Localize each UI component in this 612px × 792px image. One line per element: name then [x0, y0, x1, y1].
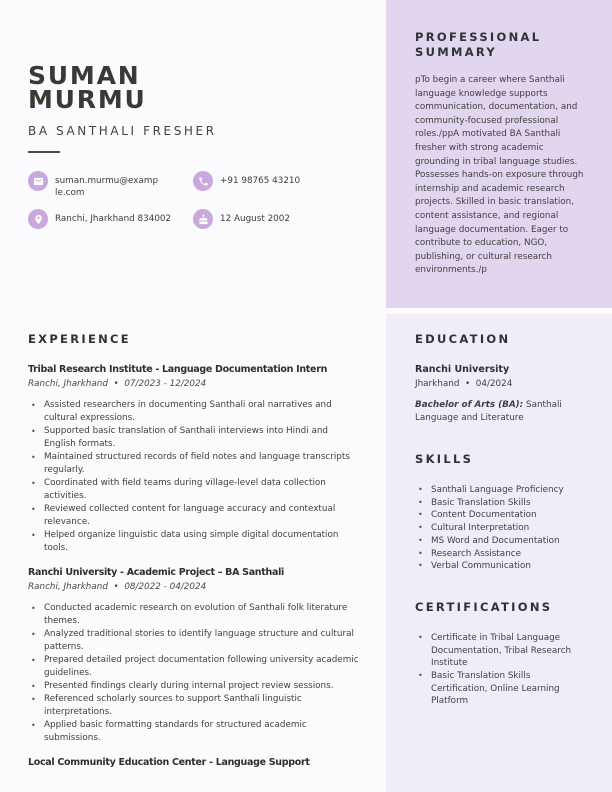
- education-school: Ranchi University: [415, 364, 510, 375]
- envelope-icon: [28, 171, 48, 191]
- header: [28, 61, 373, 229]
- job-bullet: • Assisted researchers in documenting Santhali oral narratives and cultural expressions.: [28, 399, 362, 425]
- contact-info: [28, 171, 373, 229]
- job-dates: 07/2023 - 12/2024: [124, 379, 207, 389]
- contact-birthdate: [193, 209, 373, 229]
- job-title: Tribal Research Institute - Language Documentation Intern: [28, 364, 328, 375]
- job-bullets: [28, 602, 362, 745]
- skills-section: [415, 452, 587, 573]
- skill-item: • Content Documentation: [415, 509, 587, 522]
- cake-icon: [193, 209, 213, 229]
- contact-email: [28, 171, 193, 199]
- job-dates: 08/2022 - 04/2024: [124, 582, 207, 592]
- certifications-list: [415, 632, 587, 708]
- job-location: Ranchi, Jharkhand: [28, 582, 108, 592]
- job-bullets: [28, 399, 362, 555]
- job-entry: [28, 567, 362, 745]
- education-location: Jharkhand: [415, 379, 460, 389]
- education-degree-label: Bachelor of Arts (BA):: [415, 400, 524, 410]
- education-heading: EDUCATION: [415, 332, 511, 346]
- phone-icon: [193, 171, 213, 191]
- skill-item: • Cultural Interpretation: [415, 522, 587, 535]
- certification-item: • Certificate in Tribal Language Documentation, Tribal Research Institute: [415, 632, 587, 670]
- job-bullet: • Applied basic formatting standards for structured academic submissions.: [28, 719, 362, 745]
- job-bullet: • Helped organize linguistic data using simple digital documentation tools.: [28, 529, 362, 555]
- job-location: Ranchi, Jharkhand: [28, 379, 108, 389]
- job-bullet: • Prepared detailed project documentation following university academic guidelines.: [28, 654, 362, 680]
- candidate-name: [28, 61, 373, 114]
- professional-summary-section: [415, 30, 585, 278]
- skill-item: • Santhali Language Proficiency: [415, 484, 587, 497]
- job-bullet: • Referenced scholarly sources to support Santhali linguistic interpretations.: [28, 693, 362, 719]
- job-meta-separator: •: [107, 379, 125, 389]
- education-meta: [415, 379, 587, 390]
- job-bullet: • Maintained structured records of field notes and language transcripts regularly.: [28, 451, 362, 477]
- candidate-title: BA SANTHALI FRESHER: [28, 124, 217, 138]
- job-title: Local Community Education Center - Language Support: [28, 757, 310, 768]
- job-meta: [28, 582, 362, 593]
- job-bullet: • Conducted academic research on evolution of Santhali folk literature themes.: [28, 602, 362, 628]
- job-bullet: • Coordinated with field teams during village-level data collection activities.: [28, 477, 362, 503]
- certification-item: • Basic Translation Skills Certification, Online Learning Platform: [415, 670, 587, 708]
- job-meta-separator: •: [107, 582, 125, 592]
- candidate-last-name: MURMU: [28, 85, 147, 114]
- skill-item: • Verbal Communication: [415, 560, 587, 573]
- birthdate-value: 12 August 2002: [220, 214, 290, 224]
- job-bullet: • Analyzed traditional stories to identify language structure and cultural patterns.: [28, 628, 362, 654]
- education-degree-value: Santhali Language and Literature: [415, 400, 562, 423]
- summary-heading: PROFESSIONAL SUMMARY: [415, 30, 542, 59]
- header-divider: [28, 151, 60, 153]
- skill-item: • Research Assistance: [415, 548, 587, 561]
- certifications-section: [415, 600, 587, 708]
- contact-location: [28, 209, 193, 229]
- education-dates: 04/2024: [475, 379, 513, 389]
- job-meta: [28, 379, 362, 390]
- job-bullet: • Presented findings clearly during internal project review sessions.: [28, 680, 362, 693]
- job-bullet: • Supported basic translation of Santhali interviews into Hindi and English formats.: [28, 425, 362, 451]
- experience-section: [28, 332, 362, 781]
- skill-item: • Basic Translation Skills: [415, 497, 587, 510]
- skills-heading: SKILLS: [415, 452, 474, 466]
- experience-jobs: [28, 364, 362, 769]
- education-section: [415, 332, 587, 425]
- map-pin-icon: [28, 209, 48, 229]
- location-value: Ranchi, Jharkhand 834002: [55, 214, 172, 224]
- sidebar: [415, 332, 587, 735]
- job-entry: [28, 757, 362, 769]
- job-title: Ranchi University - Academic Project – BA Santhali: [28, 567, 284, 578]
- job-bullet: • Reviewed collected content for language accuracy and contextual relevance.: [28, 503, 362, 529]
- skill-item: • MS Word and Documentation: [415, 535, 587, 548]
- skills-list: [415, 484, 587, 573]
- education-degree: [415, 399, 587, 425]
- experience-heading: EXPERIENCE: [28, 332, 131, 346]
- phone-value: +91 98765 43210: [220, 176, 301, 186]
- candidate-first-name: SUMAN: [28, 61, 141, 90]
- contact-phone: [193, 171, 373, 199]
- certifications-heading: CERTIFICATIONS: [415, 599, 553, 614]
- education-meta-separator: •: [459, 379, 476, 389]
- summary-text: pTo begin a career where Santhali language knowledge supports communication, documentation, and community-focused professional roles./ppA motivated BA Santhali fresher with strong academic grounding in tribal language studies. Possesses hands-on exposure through internship and academic research projects. Skilled in basic translation, content assistance, and regional language documentation. Eager to contribute to education, NGO, publishing, or cultural research environments./p: [415, 75, 584, 276]
- email-value: suman.murmu@example.com: [55, 176, 159, 198]
- job-entry: [28, 364, 362, 555]
